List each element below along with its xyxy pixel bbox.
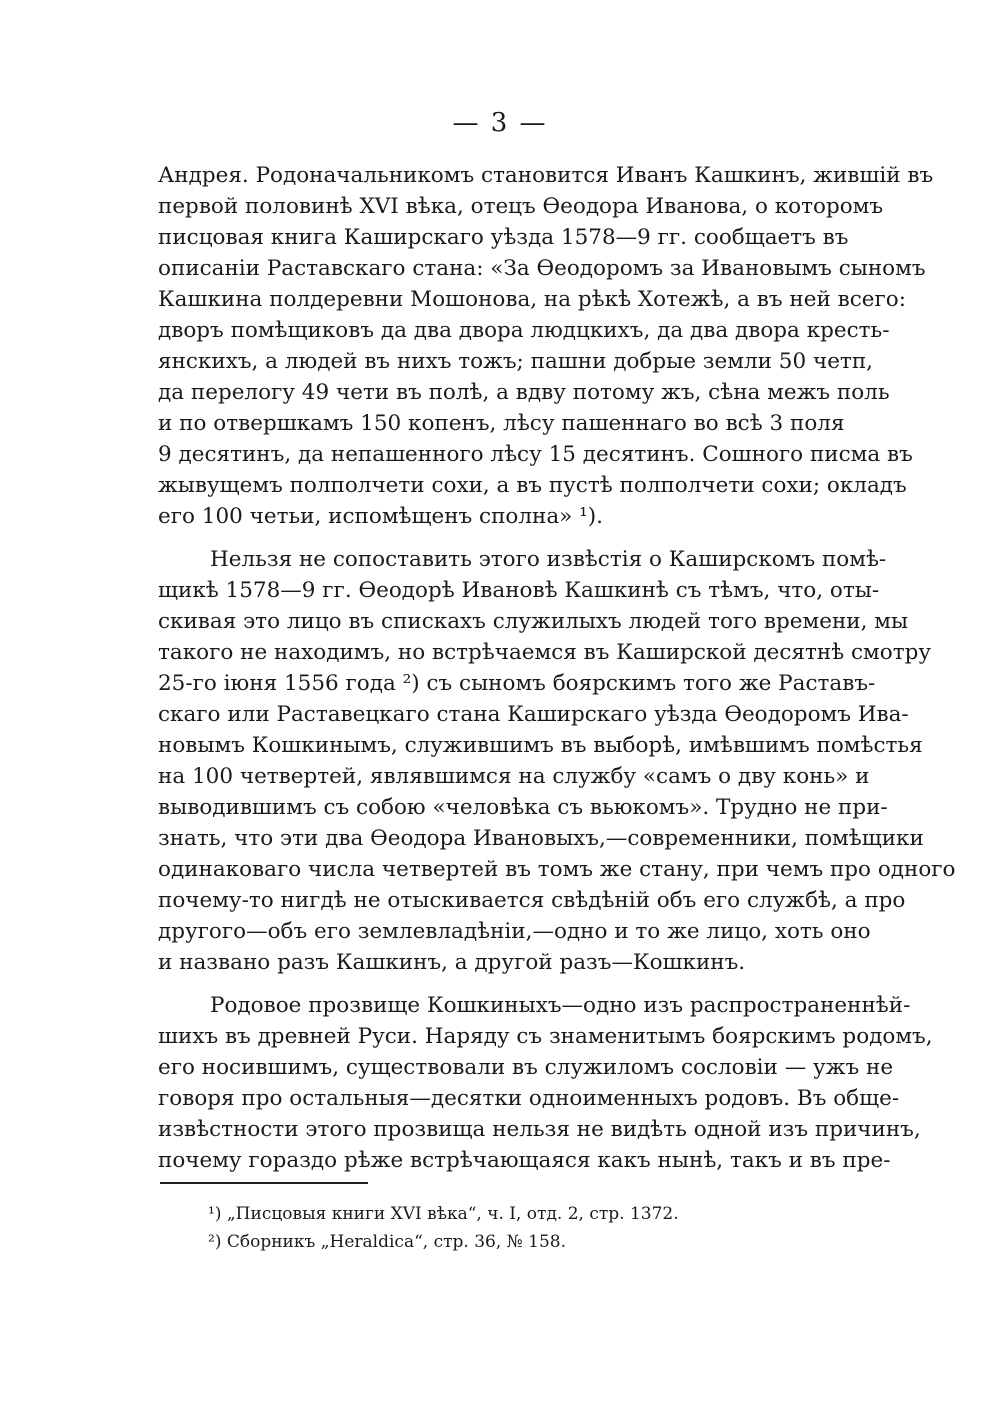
text-line: новымъ Кошкинымъ, служившимъ въ выборѣ, имѣвшимъ помѣстья [158,733,923,758]
text-line: знать, что эти два Ѳеодора Ивановыхъ,—современники, помѣщики [158,826,924,851]
text-line: выводившимъ съ собою «человѣка съ вьюкомъ». Трудно не при- [158,795,888,820]
text-line: первой половинѣ XVI вѣка, отецъ Ѳеодора Иванова, о которомъ [158,194,884,219]
text-line: и по отвершкамъ 150 копенъ, лѣсу пашеннаго во всѣ 3 поля [158,411,845,436]
paragraph-1 [158,160,934,532]
text-line: почему гораздо рѣже встрѣчающаяся какъ нынѣ, такъ и въ пре- [158,1148,891,1173]
text-line: 9 десятинъ, да непашенного лѣсу 15 десятинъ. Сошного писма въ [158,442,913,467]
text-line: его носившимъ, существовали въ служиломъ сословiи — ужъ не [158,1055,894,1080]
text-line: такого не находимъ, но встрѣчаемся въ Каширской десятнѣ смотру [158,640,932,665]
text-line: на 100 четвертей, являвшимся на службу «самъ о дву конь» и [158,764,870,789]
text-line: одинаковаго числа четвертей въ томъ же стану, при чемъ про одного [158,857,956,882]
text-line: Андрея. Родоначальникомъ становится Иванъ Кашкинъ, жившiй въ [158,163,934,188]
text-line: другого—объ его землевладѣнiи,—одно и то же лицо, хоть оно [158,919,871,944]
page-number: — 3 — [452,108,548,138]
footnote-1: ¹) „Писцовыя книги XVI вѣка“, ч. I, отд. 2, стр. 1372. [208,1204,679,1224]
text-line: жывущемъ полполчети сохи, а въ пустѣ полполчети сохи; окладъ [158,473,907,498]
text-line: 25-го iюня 1556 года ²) съ сыномъ боярскимъ того же Раставъ- [158,671,876,696]
text-line: скаго или Раставецкаго стана Каширскаго уѣзда Ѳеодоромъ Ива- [158,702,909,727]
footnote-2: ²) Сборникъ „Heraldica“, стр. 36, № 158. [208,1232,566,1252]
text-line: Кашкина полдеревни Мошонова, на рѣкѣ Хотежѣ, а въ ней всего: [158,287,906,312]
text-line: дворъ помѣщиковъ да два двора людцкихъ, да два двора кресть- [158,318,890,343]
paragraph-3 [158,990,933,1176]
text-line: скивая это лицо въ спискахъ служилыхъ людей того времени, мы [158,609,909,634]
text-line: Родовое прозвище Кошкиныхъ—одно изъ распространеннѣй- [210,993,911,1018]
text-line: писцовая книга Каширскаго уѣзда 1578—9 гг. сообщаетъ въ [158,225,849,250]
text-line: янскихъ, а людей въ нихъ тожъ; пашни добрые земли 50 четп, [158,349,873,374]
footnote-divider [160,1182,368,1184]
text-line: его 100 четьи, испомѣщенъ сполна» ¹). [158,504,604,529]
text-line: Нельзя не сопоставить этого извѣстiя о Каширскомъ помѣ- [210,547,887,572]
footnotes [208,1200,828,1256]
text-line: щикѣ 1578—9 гг. Ѳеодорѣ Ивановѣ Кашкинѣ съ тѣмъ, что, оты- [158,578,880,603]
text-line: говоря про остальныя—десятки одноименныхъ родовъ. Въ обще- [158,1086,900,1111]
text-line: почему-то нигдѣ не отыскивается свѣдѣнiй объ его службѣ, а про [158,888,906,913]
text-line: описанiи Раставскаго стана: «За Ѳеодоромъ за Ивановымъ сыномъ [158,256,926,281]
text-line: и названо разъ Кашкинъ, а другой разъ—Кошкинъ. [158,950,746,975]
text-line: извѣстности этого прозвища нельзя не видѣть одной изъ причинъ, [158,1117,921,1142]
text-line: шихъ въ древней Руси. Наряду съ знаменитымъ боярскимъ родомъ, [158,1024,933,1049]
text-line: да перелогу 49 чети въ полѣ, а вдву потому жъ, сѣна межъ поль [158,380,890,405]
paragraph-2 [158,544,956,978]
body-text [158,160,956,1176]
